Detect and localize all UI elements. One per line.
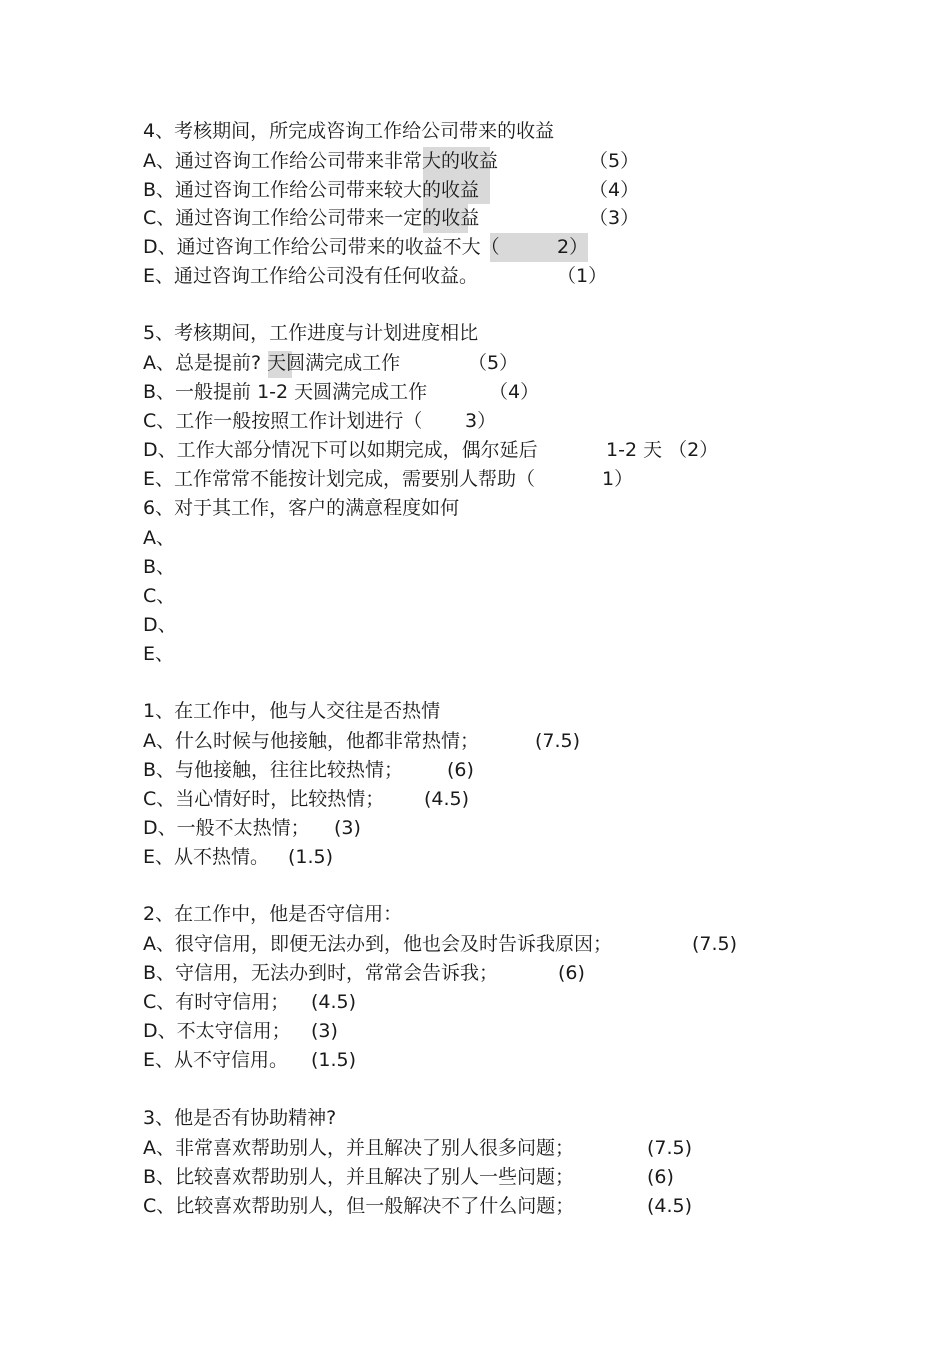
- option-text: A、很守信用，即便无法办到，他也会及时告诉我原因；: [143, 933, 612, 955]
- option-score: (7.5): [692, 933, 738, 955]
- option-text: A、通过咨询工作给公司带来非常大的收益: [143, 150, 498, 172]
- option-score: （5）: [468, 352, 519, 374]
- option-score: 1）: [602, 468, 634, 490]
- option-text: B、通过咨询工作给公司带来较大的收益: [143, 179, 480, 201]
- option-line: [143, 204, 843, 232]
- option-text: B、与他接触，往往比较热情；: [143, 759, 404, 781]
- option-text: E、通过咨询工作给公司没有任何收益。: [143, 265, 479, 287]
- option-score: （3）: [589, 207, 640, 229]
- option-text: C、工作一般按照工作计划进行（: [143, 410, 423, 432]
- option-score: (3): [334, 817, 361, 839]
- option-line: [143, 959, 843, 987]
- option-score: (1.5): [288, 846, 334, 868]
- option-line: [143, 1017, 843, 1045]
- option-text: C、当心情好时，比较热情；: [143, 788, 385, 810]
- option-score: （4）: [589, 179, 640, 201]
- option-text: A、非常喜欢帮助别人，并且解决了别人很多问题；: [143, 1137, 574, 1159]
- option-score: （1）: [557, 265, 608, 287]
- option-score: (4.5): [424, 788, 470, 810]
- option-score: 3）: [465, 410, 497, 432]
- question-title: 4、考核期间，所完成咨询工作给公司带来的收益: [143, 120, 555, 142]
- option-score: (4.5): [311, 991, 357, 1013]
- question-title: 5、考核期间，工作进度与计划进度相比: [143, 322, 479, 344]
- option-line: [143, 176, 843, 204]
- option-score: （5）: [589, 150, 640, 172]
- option-text: C、通过咨询工作给公司带来一定的收益: [143, 207, 480, 229]
- option-score: (7.5): [535, 730, 581, 752]
- option-text: D、不太守信用；: [143, 1020, 291, 1042]
- option-line: [143, 349, 843, 377]
- option-line: [143, 436, 843, 464]
- option-line: E、: [143, 643, 175, 665]
- option-score: 1-2 天 （2）: [606, 439, 719, 461]
- option-text: A、总是提前? 天圆满完成工作: [143, 352, 401, 374]
- option-text: E、从不热情。: [143, 846, 270, 868]
- option-line: [143, 814, 843, 842]
- option-text: E、从不守信用。: [143, 1049, 289, 1071]
- option-line: [143, 1046, 843, 1074]
- option-line: [143, 407, 843, 435]
- option-score: (7.5): [647, 1137, 693, 1159]
- option-line: B、: [143, 556, 176, 578]
- option-line: [143, 465, 843, 493]
- option-line: [143, 1134, 843, 1162]
- option-line: [143, 843, 843, 871]
- question-title: 2、在工作中，他是否守信用：: [143, 903, 403, 925]
- option-score: (6): [647, 1166, 674, 1188]
- option-line: [143, 1163, 843, 1191]
- option-line: [143, 147, 843, 175]
- option-text: C、比较喜欢帮助别人，但一般解决不了什么问题；: [143, 1195, 575, 1217]
- question-title: 1、在工作中，他与人交往是否热情: [143, 700, 441, 722]
- option-line: [143, 233, 843, 261]
- option-text: E、工作常常不能按计划完成，需要别人帮助（: [143, 468, 536, 490]
- option-text: B、一般提前 1-2 天圆满完成工作: [143, 381, 428, 403]
- option-score: (6): [447, 759, 474, 781]
- option-line: [143, 988, 843, 1016]
- option-score: (6): [558, 962, 585, 984]
- option-score: 2）: [557, 236, 589, 258]
- question-title: 3、他是否有协助精神?: [143, 1107, 337, 1129]
- option-line: [143, 930, 843, 958]
- option-line: [143, 1192, 843, 1220]
- option-line: A、: [143, 527, 175, 549]
- option-text: A、什么时候与他接触，他都非常热情；: [143, 730, 479, 752]
- option-score: （4）: [489, 381, 540, 403]
- option-text: B、比较喜欢帮助别人，并且解决了别人一些问题；: [143, 1166, 575, 1188]
- option-text: D、工作大部分情况下可以如期完成，偶尔延后: [143, 439, 538, 461]
- option-line: [143, 378, 843, 406]
- option-score: (1.5): [311, 1049, 357, 1071]
- question-title: 6、对于其工作，客户的满意程度如何: [143, 497, 460, 519]
- option-text: C、有时守信用；: [143, 991, 290, 1013]
- option-score: (3): [311, 1020, 338, 1042]
- option-line: C、: [143, 585, 176, 607]
- option-score: (4.5): [647, 1195, 693, 1217]
- option-line: [143, 785, 843, 813]
- option-line: D、: [143, 614, 177, 636]
- option-text: D、一般不太热情；: [143, 817, 310, 839]
- option-text: D、通过咨询工作给公司带来的收益不大（: [143, 236, 500, 258]
- option-line: [143, 756, 843, 784]
- option-text: B、守信用，无法办到时，常常会告诉我；: [143, 962, 499, 984]
- option-line: [143, 727, 843, 755]
- option-line: [143, 262, 843, 290]
